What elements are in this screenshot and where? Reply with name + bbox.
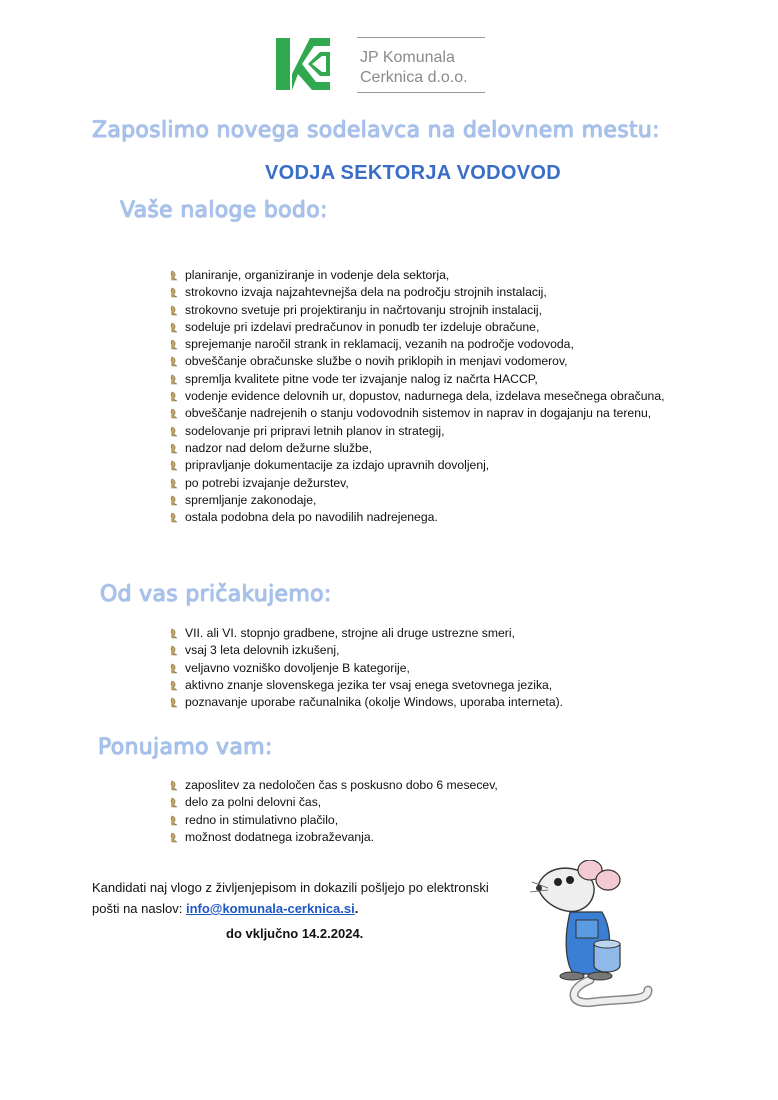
tasks-item-text: obveščanje obračunske službe o novih priklopih in menjavi vodomerov, <box>185 354 568 369</box>
tasks-item-text: strokovno svetuje pri projektiranju in načrtovanju strojnih instalacij, <box>185 302 542 317</box>
tasks-item-text: ostala podobna dela po navodilih nadrejenega. <box>185 510 438 525</box>
komunala-logo-icon <box>276 36 332 92</box>
tasks-item-text: sprejemanje naročil strank in reklamacij, vezanih na področje vodovoda, <box>185 337 574 352</box>
tasks-list-item <box>168 388 665 405</box>
ornamental-bullet-icon <box>170 478 178 489</box>
ornamental-bullet-icon <box>170 512 178 523</box>
ornamental-bullet-icon <box>170 443 178 454</box>
contact-prefix: pošti na naslov: <box>92 901 186 916</box>
tasks-list-item <box>168 267 665 284</box>
tasks-list-item <box>168 353 665 370</box>
ornamental-bullet-icon <box>170 287 178 298</box>
expectations-item-text: veljavno vozniško dovoljenje B kategorije, <box>185 660 410 675</box>
headline: Zaposlimo novega sodelavca na delovnem mestu: <box>92 118 660 143</box>
deadline: do vključno 14.2.2024. <box>226 926 364 941</box>
ornamental-bullet-icon <box>170 305 178 316</box>
tasks-list-item <box>168 492 665 509</box>
contact-info <box>92 877 489 919</box>
tasks-item-text: po potrebi izvajanje dežurstev, <box>185 475 349 490</box>
ornamental-bullet-icon <box>170 697 178 708</box>
tasks-heading: Vaše naloge bodo: <box>120 198 328 223</box>
offer-item-text: zaposlitev za nedoločen čas s poskusno dobo 6 mesecev, <box>185 778 498 792</box>
ornamental-bullet-icon <box>170 815 178 826</box>
offer-list-item <box>168 812 498 829</box>
ornamental-bullet-icon <box>170 780 178 791</box>
tasks-list-item <box>168 405 665 422</box>
expectations-list-item <box>168 694 563 711</box>
contact-suffix: . <box>354 901 359 916</box>
tasks-item-text: strokovno izvaja najzahtevnejša dela na področju strojnih instalacij, <box>185 285 547 300</box>
expectations-list-item <box>168 625 563 642</box>
expectations-item-text: poznavanje uporabe računalnika (okolje Windows, uporaba interneta). <box>185 695 564 710</box>
ornamental-bullet-icon <box>170 408 178 419</box>
ornamental-bullet-icon <box>170 628 178 639</box>
email-link[interactable]: info@komunala-cerknica.si <box>185 901 355 916</box>
tasks-list-item <box>168 302 665 319</box>
tasks-list-item <box>168 336 665 353</box>
tasks-item-text: sodeluje pri izdelavi predračunov in ponudb ter izdeluje obračune, <box>185 319 540 334</box>
ornamental-bullet-icon <box>170 495 178 506</box>
expectations-heading: Od vas pričakujemo: <box>100 582 332 607</box>
expectations-item-text: VII. ali VI. stopnjo gradbene, strojne ali druge ustrezne smeri, <box>185 626 515 640</box>
expectations-item-text: aktivno znanje slovenskega jezika ter vsaj enega svetovnega jezika, <box>185 677 553 692</box>
ornamental-bullet-icon <box>170 832 178 843</box>
contact-line2 <box>92 898 489 919</box>
expectations-list-item <box>168 642 563 659</box>
tasks-list-item <box>168 319 665 336</box>
ornamental-bullet-icon <box>170 663 178 674</box>
logo-top-rule <box>357 37 485 38</box>
company-logo <box>276 36 491 96</box>
offer-item-text: možnost dodatnega izobraževanja. <box>185 829 375 844</box>
tasks-list-item <box>168 509 665 526</box>
expectations-list <box>168 625 563 711</box>
ornamental-bullet-icon <box>170 645 178 656</box>
expectations-list-item <box>168 660 563 677</box>
expectations-item-text: vsaj 3 leta delovnih izkušenj, <box>185 643 340 658</box>
tasks-list-item <box>168 475 665 492</box>
ornamental-bullet-icon <box>170 356 178 367</box>
tasks-list-item <box>168 423 665 440</box>
job-title: VODJA SEKTORJA VODOVOD <box>265 162 561 184</box>
tasks-list-item <box>168 371 665 388</box>
tasks-item-text: planiranje, organiziranje in vodenje dela sektorja, <box>185 268 450 282</box>
ornamental-bullet-icon <box>170 322 178 333</box>
logo-bottom-rule <box>357 92 485 93</box>
offer-list-item <box>168 794 498 811</box>
tasks-list-item <box>168 440 665 457</box>
offer-list <box>168 777 498 846</box>
ornamental-bullet-icon <box>170 339 178 350</box>
tasks-item-text: sodelovanje pri pripravi letnih planov in strategij, <box>185 423 445 438</box>
ornamental-bullet-icon <box>170 797 178 808</box>
tasks-item-text: spremljanje zakonodaje, <box>185 492 317 507</box>
tasks-item-text: spremlja kvalitete pitne vode ter izvajanje nalog iz načrta HACCP, <box>185 371 538 386</box>
mouse-mascot-illustration <box>528 860 658 1010</box>
offer-heading: Ponujamo vam: <box>98 735 273 760</box>
tasks-list-item <box>168 457 665 474</box>
ornamental-bullet-icon <box>170 426 178 437</box>
tasks-list <box>168 267 665 526</box>
ornamental-bullet-icon <box>170 460 178 471</box>
offer-list-item <box>168 777 498 794</box>
tasks-item-text: pripravljanje dokumentacije za izdajo upravnih dovoljenj, <box>185 458 490 473</box>
offer-item-text: delo za polni delovni čas, <box>185 795 322 810</box>
tasks-list-item <box>168 284 665 301</box>
ornamental-bullet-icon <box>170 391 178 402</box>
ornamental-bullet-icon <box>170 680 178 691</box>
company-name-line1: JP Komunala <box>360 49 455 66</box>
tasks-item-text: vodenje evidence delovnih ur, dopustov, nadurnega dela, izdelava mesečnega obračuna, <box>185 389 665 404</box>
company-name-line2: Cerknica d.o.o. <box>360 69 468 86</box>
expectations-list-item <box>168 677 563 694</box>
contact-line1: Kandidati naj vlogo z življenjepisom in dokazili pošljejo po elektronski <box>92 880 489 895</box>
tasks-item-text: obveščanje nadrejenih o stanju vodovodnih sistemov in naprav in dogajanju na terenu, <box>185 406 652 421</box>
tasks-item-text: nadzor nad delom dežurne službe, <box>185 440 372 455</box>
offer-list-item <box>168 829 498 846</box>
ornamental-bullet-icon <box>170 374 178 385</box>
ornamental-bullet-icon <box>170 270 178 281</box>
offer-item-text: redno in stimulativno plačilo, <box>185 812 339 827</box>
